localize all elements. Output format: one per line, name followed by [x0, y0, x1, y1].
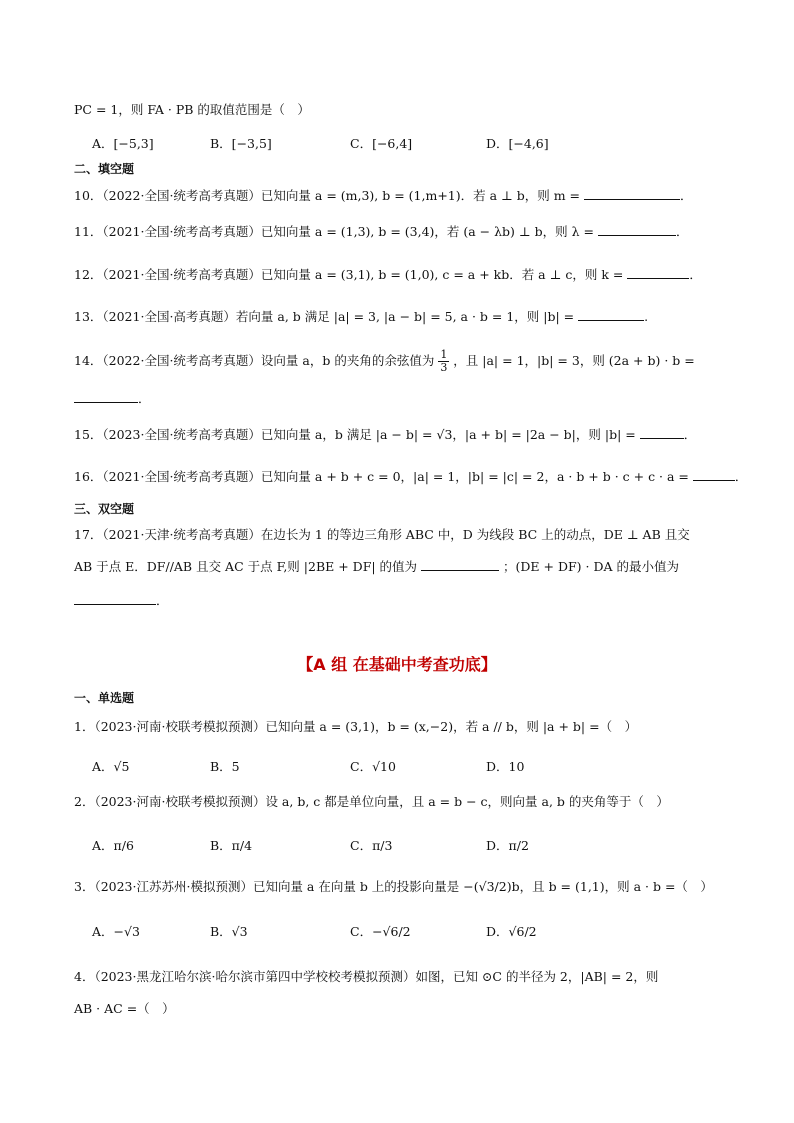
fill-question-11: 11．（2021·全国·统考高考真题）已知向量 a = (1,3), b = (3,4)，若 (a − λb) ⊥ b，则 λ = ． — [74, 224, 689, 239]
mc2-option-b: B．π/4 — [210, 838, 253, 853]
section-heading-double: 三、双空题 — [74, 502, 135, 516]
mc1-option-a: A．√5 — [92, 759, 130, 774]
q17-text-a: AB 于点 E．DF//AB 且交 AC 于点 F,则 |2BE + DF| 的值为 — [74, 559, 418, 574]
q17-text-b: ；(DE + DF) · DA 的最小值为 — [503, 559, 679, 574]
mc1-option-d: D．10 — [486, 759, 525, 774]
answer-blank — [584, 187, 680, 200]
fill-question-10: 10．（2022·全国·统考高考真题）已知向量 a = (m,3), b = (1,m+1)．若 a ⊥ b，则 m = ． — [74, 188, 693, 203]
mc2-option-c: C．π/3 — [350, 838, 393, 853]
fill-question-15-text: 15．（2023·全国·统考高考真题）已知向量 a，b 满足 |a − b| = √3，|a + b| = |2a − b|，则 |b| = — [74, 427, 636, 442]
fill-question-14-text: 14．（2022·全国·统考高考真题）设向量 a，b 的夹角的余弦值为 — [74, 353, 435, 368]
answer-blank — [421, 558, 499, 571]
fill-question-15: 15．（2023·全国·统考高考真题）已知向量 a，b 满足 |a − b| = √3，|a + b| = |2a − b|，则 |b| = ． — [74, 427, 697, 442]
q17-line1: 17．（2021·天津·统考高考真题）在边长为 1 的等边三角形 ABC 中，D 为线段 BC 上的动点，DE ⊥ AB 且交 — [74, 527, 690, 542]
answer-blank — [74, 592, 156, 605]
answer-blank — [598, 223, 676, 236]
mc-question-3-stem: 3．（2023·江苏苏州·模拟预测）已知向量 a 在向量 b 上的投影向量是 −(√3/2)b，且 b = (1,1)，则 a · b =（ ） — [74, 879, 713, 894]
mc-question-1-options — [92, 757, 712, 775]
mc3-option-b: B．√3 — [210, 924, 248, 939]
answer-blank — [693, 468, 735, 481]
section-heading-single: 一、单选题 — [74, 691, 135, 705]
fill-question-14-text-cont: ，且 |a| = 1，|b| = 3，则 (2a + b) · b = — [453, 353, 695, 368]
answer-blank — [640, 426, 684, 439]
q9-option-b: B．[−3,5] — [210, 136, 272, 151]
fill-question-14-cont: ． — [74, 390, 724, 408]
mc3-option-d: D．√6/2 — [486, 924, 537, 939]
mc-question-3-options — [92, 922, 712, 940]
fill-question-10-text: 10．（2022·全国·统考高考真题）已知向量 a = (m,3), b = (1,m+1)．若 a ⊥ b，则 m = — [74, 188, 581, 203]
mc-question-1-stem: 1．（2023·河南·校联考模拟预测）已知向量 a = (3,1)，b = (x,−2)，若 a // b，则 |a + b| =（ ） — [74, 719, 638, 734]
section-heading-fill: 二、填空题 — [74, 162, 135, 176]
fill-question-14 — [74, 346, 724, 376]
answer-blank — [627, 266, 689, 279]
q9-option-a: A．[−5,3] — [92, 136, 154, 151]
group-title: 【A 组 在基础中考查功底】 — [297, 655, 497, 674]
q9-option-d: D．[−4,6] — [486, 136, 549, 151]
mc-question-2-options — [92, 836, 712, 854]
q9-options — [92, 134, 712, 152]
q9-option-c: C．[−6,4] — [350, 136, 413, 151]
mc2-option-d: D．π/2 — [486, 838, 529, 853]
fill-question-16-text: 16．（2021·全国·统考高考真题）已知向量 a + b + c = 0，|a| = 1，|b| = |c| = 2，a · b + b · c + c · a = — [74, 469, 689, 484]
fill-question-12: 12．（2021·全国·统考高考真题）已知向量 a = (3,1), b = (1,0), c = a + kb．若 a ⊥ c，则 k = ． — [74, 267, 702, 282]
mc-question-2-stem: 2．（2023·河南·校联考模拟预测）设 a, b, c 都是单位向量，且 a = b − c，则向量 a, b 的夹角等于（ ） — [74, 794, 669, 809]
mc3-option-a: A．−√3 — [92, 924, 140, 939]
fill-question-12-text: 12．（2021·全国·统考高考真题）已知向量 a = (3,1), b = (1,0), c = a + kb．若 a ⊥ c，则 k = — [74, 267, 624, 282]
answer-blank — [74, 390, 138, 403]
q17-line3: ． — [74, 592, 724, 610]
mc-question-4-line2: AB · AC =（ ） — [74, 1001, 175, 1016]
fill-question-11-text: 11．（2021·全国·统考高考真题）已知向量 a = (1,3), b = (3,4)，若 (a − λb) ⊥ b，则 λ = — [74, 224, 594, 239]
answer-blank — [578, 308, 644, 321]
mc1-option-b: B．5 — [210, 759, 240, 774]
fraction-one-third: $\frac{1}{3}$ — [440, 348, 448, 374]
mc3-option-c: C．−√6/2 — [350, 924, 411, 939]
fill-question-13: 13．（2021·全国·高考真题）若向量 a, b 满足 |a| = 3, |a − b| = 5, a · b = 1，则 |b| = . — [74, 309, 649, 324]
mc2-option-a: A．π/6 — [92, 838, 134, 853]
fill-question-16: 16．（2021·全国·统考高考真题）已知向量 a + b + c = 0，|a| = 1，|b| = |c| = 2，a · b + b · c + c · a = ． — [74, 469, 748, 484]
q9-stem: PC = 1，则 FA · PB 的取值范围是（ ） — [74, 102, 310, 117]
fill-question-13-text: 13．（2021·全国·高考真题）若向量 a, b 满足 |a| = 3, |a − b| = 5, a · b = 1，则 |b| = — [74, 309, 575, 324]
mc-question-4-line1: 4．（2023·黑龙江哈尔滨·哈尔滨市第四中学校校考模拟预测）如图，已知 ⊙C 的半径为 2，|AB| = 2，则 — [74, 969, 659, 984]
mc1-option-c: C．√10 — [350, 759, 396, 774]
q17-line2 — [74, 558, 724, 576]
